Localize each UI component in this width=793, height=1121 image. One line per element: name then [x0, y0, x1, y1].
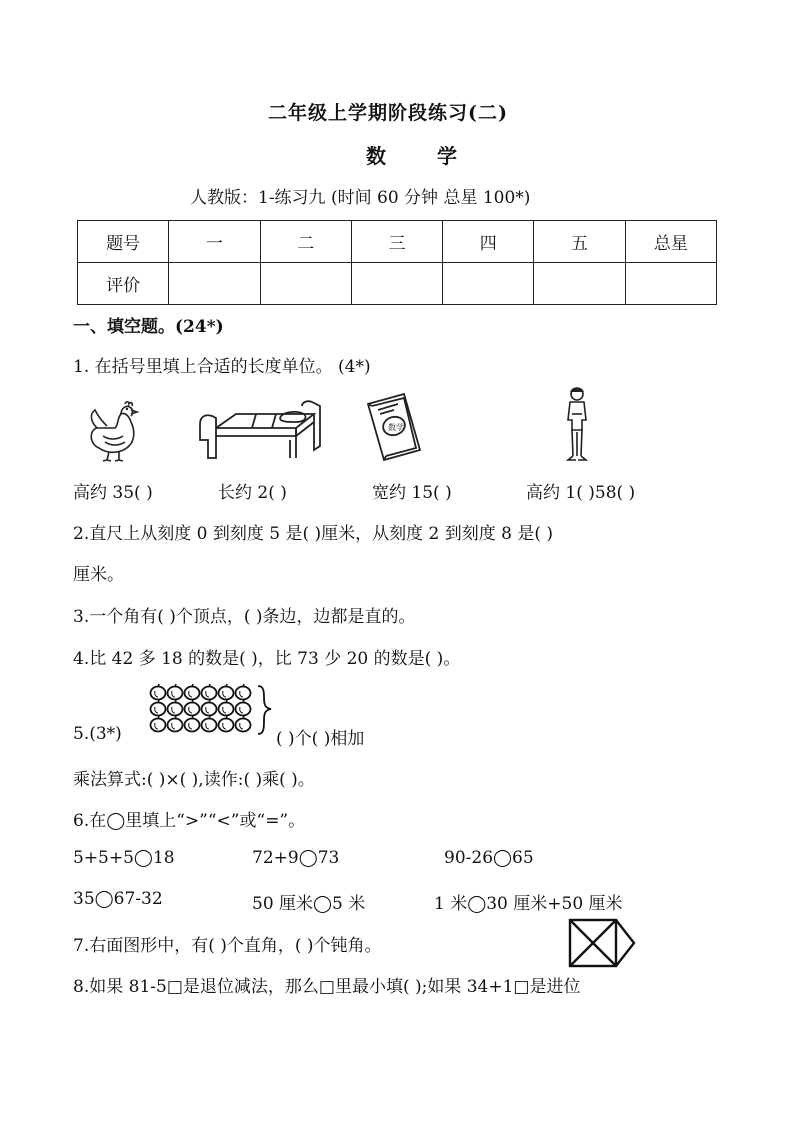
- score-header-cell: 二: [260, 221, 351, 263]
- q1-answer-book: 宽约 15( ): [372, 483, 452, 503]
- score-header-cell: 五: [534, 221, 625, 263]
- subject-title: 数 学: [366, 144, 479, 168]
- score-table: [77, 220, 717, 305]
- apple-icon: [185, 716, 200, 732]
- q1-answer-boy: 高约 1( )58( ): [526, 483, 636, 503]
- bed-icon: [196, 400, 322, 460]
- apple-icon: [236, 700, 251, 716]
- page-title: 二年级上学期阶段练习(二): [268, 102, 508, 124]
- question-1: 1. 在括号里填上合适的长度单位。 (4*): [73, 357, 371, 377]
- apple-icon: [168, 716, 183, 732]
- shape-figure-icon: [568, 918, 636, 970]
- apple-icon: [151, 684, 166, 700]
- question-2-cont: 厘米。: [73, 565, 124, 585]
- question-5-multiplication: 乘法算式:( )×( ),读作:( )乘( )。: [73, 770, 315, 790]
- q6-item: 50 厘米◯5 米: [252, 894, 366, 914]
- apple-icon: [236, 716, 251, 732]
- question-8: 8.如果 81-5□是退位减法，那么□里最小填( );如果 34+1□是进位: [73, 977, 581, 997]
- score-table-eval-row: [78, 263, 717, 305]
- score-table-header-row: [78, 221, 717, 263]
- q1-answer-chicken: 高约 35( ): [73, 483, 153, 503]
- exam-meta: 人教版：1-练习九 (时间 60 分钟 总星 100*): [190, 188, 531, 208]
- apple-icon: [219, 716, 234, 732]
- question-3: 3.一个角有( )个顶点，( )条边，边都是直的。: [73, 607, 416, 627]
- score-header-cell: 题号: [78, 221, 169, 263]
- q6-item: 5+5+5◯18: [73, 848, 175, 868]
- q6-item: 90-26◯65: [444, 848, 534, 868]
- q1-answer-bed: 长约 2( ): [218, 483, 287, 503]
- apples-grid-icon: [150, 684, 275, 736]
- score-cell[interactable]: [625, 263, 716, 305]
- boy-icon: [562, 386, 592, 464]
- score-cell[interactable]: [351, 263, 442, 305]
- q6-item: 1 米◯30 厘米+50 厘米: [434, 894, 623, 914]
- q6-item: 35◯67-32: [73, 889, 163, 909]
- apple-icon: [168, 700, 183, 716]
- score-cell[interactable]: [260, 263, 351, 305]
- q6-item: 72+9◯73: [252, 848, 340, 868]
- score-cell[interactable]: [534, 263, 625, 305]
- book-icon: [364, 392, 422, 462]
- apple-icon: [202, 700, 217, 716]
- question-5-fill: ( )个( )相加: [276, 729, 365, 749]
- apple-icon: [185, 684, 200, 700]
- question-7: 7.右面图形中，有( )个直角，( )个钝角。: [73, 936, 382, 956]
- question-5-label: 5.(3*): [73, 724, 122, 744]
- apple-icon: [202, 684, 217, 700]
- brace-icon: [258, 686, 271, 734]
- question-6: 6.在◯里填上“>”“<”或“=”。: [73, 811, 306, 831]
- apple-icon: [185, 700, 200, 716]
- apple-icon: [202, 716, 217, 732]
- apple-icon: [151, 716, 166, 732]
- apple-icon: [168, 684, 183, 700]
- apple-icon: [219, 684, 234, 700]
- chicken-icon: [85, 400, 140, 462]
- apple-icon: [236, 684, 251, 700]
- score-header-cell: 三: [351, 221, 442, 263]
- score-header-cell: 总星: [625, 221, 716, 263]
- apple-icon: [151, 700, 166, 716]
- score-cell[interactable]: [169, 263, 260, 305]
- score-cell[interactable]: [443, 263, 534, 305]
- question-4: 4.比 42 多 18 的数是( )，比 73 少 20 的数是( )。: [73, 649, 461, 669]
- question-2: 2.直尺上从刻度 0 到刻度 5 是( )厘米，从刻度 2 到刻度 8 是( ): [73, 524, 554, 544]
- eval-row-label: 评价: [78, 263, 169, 305]
- apple-icon: [219, 700, 234, 716]
- score-header-cell: 一: [169, 221, 260, 263]
- score-header-cell: 四: [443, 221, 534, 263]
- section-title: 一、填空题。(24*): [73, 317, 224, 337]
- svg-text:数学: 数学: [388, 423, 404, 432]
